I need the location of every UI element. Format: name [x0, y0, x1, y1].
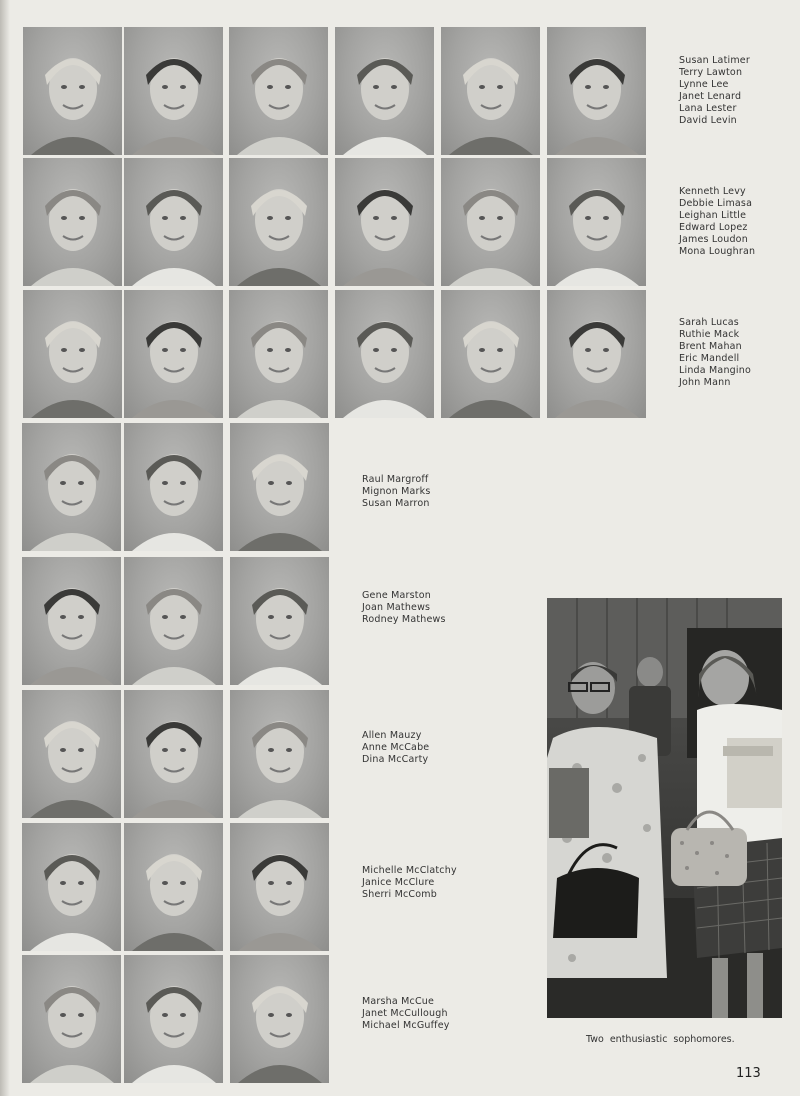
student-portrait: [229, 27, 328, 155]
student-portrait: [229, 158, 328, 286]
student-name: Michael McGuffey: [362, 1020, 450, 1031]
student-name: James Loudon: [679, 234, 748, 245]
student-portrait: [230, 823, 329, 951]
page-number: 113: [736, 1066, 761, 1081]
student-name: Linda Mangino: [679, 365, 751, 376]
student-name: Kenneth Levy: [679, 186, 746, 197]
student-name: Eric Mandell: [679, 353, 740, 364]
student-name: Debbie Limasa: [679, 198, 753, 209]
student-portrait: [124, 955, 223, 1083]
student-name: Dina McCarty: [362, 754, 429, 765]
student-name: Janice McClure: [362, 877, 435, 888]
name-list-row-2: [679, 186, 755, 258]
student-name: Lynne Lee: [679, 79, 729, 90]
student-name: Gene Marston: [362, 590, 431, 601]
student-name: Raul Margroff: [362, 474, 429, 485]
student-portrait: [22, 423, 121, 551]
student-name: Michelle McClatchy: [362, 865, 457, 876]
student-name: Susan Marron: [362, 498, 430, 509]
student-portrait: [547, 158, 646, 286]
name-list-row-3: [679, 317, 751, 389]
name-list-row-8: [362, 996, 450, 1032]
student-name: Janet McCullough: [362, 1008, 448, 1019]
student-name: Brent Mahan: [679, 341, 742, 352]
page-binding-shadow: [0, 0, 10, 1096]
student-portrait: [547, 290, 646, 418]
student-name: Susan Latimer: [679, 55, 750, 66]
student-name: Joan Mathews: [362, 602, 431, 613]
student-portrait: [124, 27, 223, 155]
student-portrait: [124, 823, 223, 951]
name-list-row-4: [362, 474, 431, 510]
student-name: David Levin: [679, 115, 737, 126]
student-portrait: [124, 557, 223, 685]
student-name: Rodney Mathews: [362, 614, 446, 625]
student-portrait: [441, 290, 540, 418]
student-portrait: [22, 823, 121, 951]
student-name: Terry Lawton: [679, 67, 743, 78]
name-list-row-1: [679, 55, 750, 127]
student-portrait: [230, 955, 329, 1083]
student-name: Mignon Marks: [362, 486, 431, 497]
student-portrait: [230, 423, 329, 551]
student-portrait: [441, 27, 540, 155]
student-name: Leighan Little: [679, 210, 747, 221]
student-name: John Mann: [679, 377, 731, 388]
student-name: Anne McCabe: [362, 742, 430, 753]
student-portrait: [335, 290, 434, 418]
student-portrait: [124, 690, 223, 818]
student-portrait: [22, 557, 121, 685]
student-name: Lana Lester: [679, 103, 737, 114]
student-portrait: [335, 27, 434, 155]
student-portrait: [22, 690, 121, 818]
student-name: Janet Lenard: [679, 91, 742, 102]
name-list-row-6: [362, 730, 429, 766]
student-name: Sarah Lucas: [679, 317, 739, 328]
student-name: Ruthie Mack: [679, 329, 740, 340]
name-list-row-5: [362, 590, 446, 626]
student-portrait: [124, 290, 223, 418]
student-portrait: [124, 423, 223, 551]
student-portrait: [23, 27, 122, 155]
student-portrait: [229, 290, 328, 418]
student-portrait: [22, 955, 121, 1083]
student-name: Sherri McComb: [362, 889, 437, 900]
candid-photo-illustration: [547, 598, 782, 1018]
student-portrait: [547, 27, 646, 155]
student-name: Marsha McCue: [362, 996, 435, 1007]
student-portrait: [441, 158, 540, 286]
student-portrait: [230, 690, 329, 818]
name-list-row-7: [362, 865, 457, 901]
student-name: Allen Mauzy: [362, 730, 422, 741]
photo-caption: Two enthusiastic sophomores.: [586, 1034, 735, 1045]
student-portrait: [124, 158, 223, 286]
student-portrait: [23, 290, 122, 418]
student-portrait: [230, 557, 329, 685]
student-portrait: [335, 158, 434, 286]
candid-photo: [547, 598, 782, 1018]
student-name: Mona Loughran: [679, 246, 756, 257]
student-portrait: [23, 158, 122, 286]
student-name: Edward Lopez: [679, 222, 748, 233]
